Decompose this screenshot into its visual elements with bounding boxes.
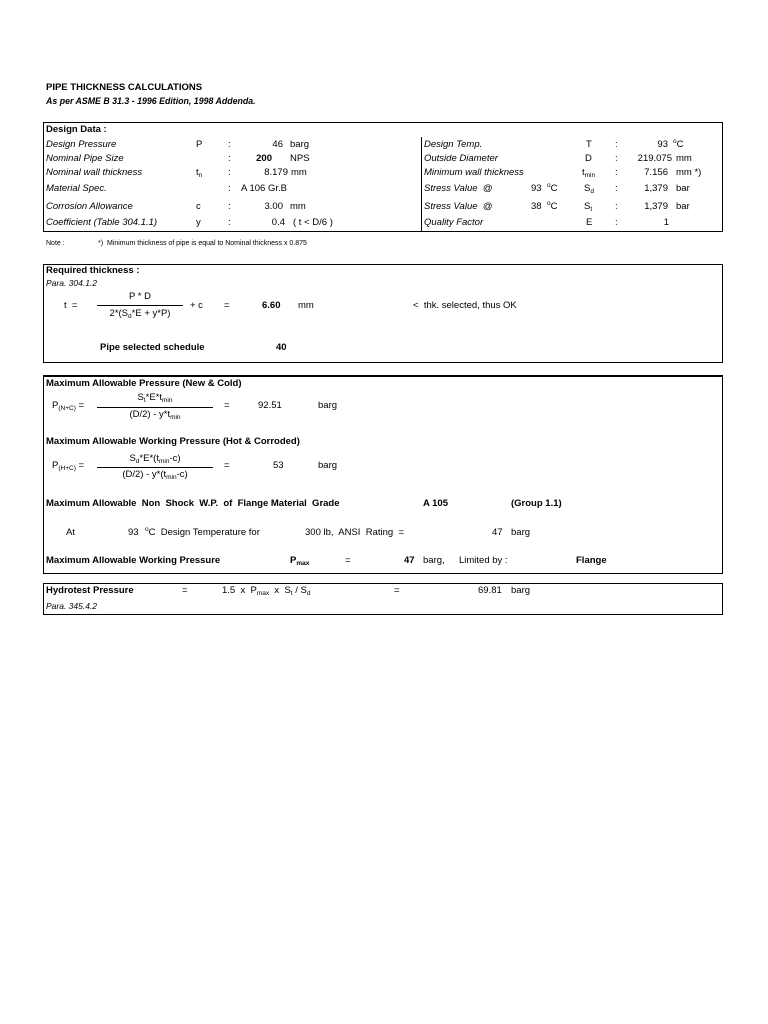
new-cold-value: 92.51 [258, 400, 282, 411]
design-temp-value: 93 [657, 139, 668, 150]
stress-value-test-temp: 38 [531, 201, 542, 212]
minimum-wall-thickness-unit: mm *) [676, 167, 702, 178]
design-pressure-unit: barg [290, 139, 310, 150]
corrosion-allowance-symbol: c [196, 201, 201, 212]
outside-diameter-sep: : [615, 153, 618, 164]
stress-value-design-symbol: $S_d$ [584, 183, 594, 195]
minimum-wall-thickness-label: Minimum wall thickness [424, 167, 524, 178]
required-thickness-fraction-bar [97, 305, 183, 306]
page-subtitle: As per ASME B 31.3 - 1996 Edition, 1998 Addenda. [46, 96, 256, 106]
flange-rating-value: 47 [492, 527, 503, 538]
coefficient-label: Coefficient (Table 304.1.1) [46, 217, 158, 228]
new-cold-denominator: $(D/2) - y*t_{min}$ [129, 409, 181, 421]
new-cold-lhs: $P_{(N+C)}$ = [52, 400, 85, 412]
quality-factor-label: Quality Factor [424, 217, 484, 228]
minimum-wall-thickness-value: 7.156 [644, 167, 668, 178]
nominal-pipe-size-value: 200 [256, 153, 272, 164]
flange-at-label: At [66, 527, 75, 538]
material-spec-sep: : [228, 183, 231, 194]
hydrotest-formula: 1.5 x $P_{max}$ x $S_t / S_d$ [222, 585, 311, 597]
mawp-label: Maximum Allowable Working Pressure [46, 555, 221, 566]
new-cold-fraction-bar [97, 407, 213, 408]
hot-corroded-numerator: $S_d*E*(t_{min}-c)$ [129, 453, 181, 465]
coefficient-symbol: y [196, 217, 201, 228]
hot-corroded-lhs: $P_{(H+C)}$ = [52, 460, 85, 472]
stress-value-design-temp-unit: $^o$C [547, 182, 558, 194]
new-cold-heading: Maximum Allowable Pressure (New & Cold) [46, 378, 242, 389]
design-pressure-sep: : [228, 139, 231, 150]
design-temp-symbol: T [586, 139, 592, 150]
design-data-divider [421, 137, 422, 231]
quality-factor-value: 1 [663, 217, 669, 228]
design-data-heading: Design Data : [46, 124, 107, 135]
nominal-wall-thickness-unit: mm [291, 167, 307, 178]
minimum-wall-thickness-sep: : [615, 167, 618, 178]
minimum-wall-thickness-symbol: $t_{min}$ [582, 167, 596, 179]
hydrotest-unit: barg [511, 585, 531, 596]
pipe-schedule-label: Pipe selected schedule [100, 342, 205, 353]
nominal-pipe-size-sep: : [228, 153, 231, 164]
pipe-schedule-value: 40 [276, 342, 287, 353]
required-thickness-para: Para. 304.1.2 [46, 278, 98, 288]
flange-temp-text: $^o$C Design Temperature for [145, 526, 260, 538]
flange-rating-text: 300 lb, ANSI Rating = [305, 527, 405, 538]
corrosion-allowance-sep: : [228, 201, 231, 212]
outside-diameter-unit: mm [676, 153, 692, 164]
flange-rating-unit: barg [511, 527, 531, 538]
stress-value-design-temp: 93 [531, 183, 542, 194]
hot-corroded-heading: Maximum Allowable Working Pressure (Hot & Corroded) [46, 436, 300, 447]
corrosion-allowance-label: Corrosion Allowance [46, 201, 133, 212]
outside-diameter-value: 219.075 [637, 153, 672, 164]
mawp-unit: barg, [423, 555, 445, 566]
nominal-wall-thickness-value: 8.179 [264, 167, 288, 178]
design-temp-label: Design Temp. [424, 139, 483, 150]
required-thickness-result: 6.60 [262, 300, 281, 311]
new-cold-equals: = [224, 400, 230, 411]
stress-value-design-unit: bar [676, 183, 690, 194]
stress-value-test-label: Stress Value @ [424, 201, 493, 212]
page-title: PIPE THICKNESS CALCULATIONS [46, 82, 203, 93]
hydrotest-label: Hydrotest Pressure [46, 585, 134, 596]
mawp-equals: = [345, 555, 351, 566]
stress-value-test-unit: bar [676, 201, 690, 212]
stress-value-design-value: 1,379 [644, 183, 668, 194]
hot-corroded-fraction-bar [97, 467, 213, 468]
mawp-limited-label: Limited by : [459, 555, 508, 566]
outside-diameter-symbol: D [585, 153, 592, 164]
note-text: *) Minimum thickness of pipe is equal to Nominal thickness x 0.875 [98, 240, 307, 247]
quality-factor-sep: : [615, 217, 618, 228]
hydrotest-box [43, 583, 723, 615]
corrosion-allowance-unit: mm [290, 201, 306, 212]
stress-value-test-temp-unit: $^o$C [547, 200, 558, 212]
hot-corroded-denominator: $(D/2) - y*(t_{min}-c)$ [122, 469, 188, 481]
required-thickness-denominator: $2*(S_d*E + y*P)$ [109, 308, 171, 320]
coefficient-condition: ( t < D/6 ) [293, 217, 333, 228]
material-spec-label: Material Spec. [46, 183, 107, 194]
design-pressure-label: Design Pressure [46, 139, 117, 150]
nominal-wall-thickness-sep: : [228, 167, 231, 178]
hydrotest-equals-result: = [394, 585, 400, 596]
required-thickness-equals: = [224, 300, 230, 311]
hydrotest-equals: = [182, 585, 188, 596]
hot-corroded-unit: barg [318, 460, 338, 471]
required-thickness-heading: Required thickness : [46, 265, 140, 276]
mawp-limited-by: Flange [576, 555, 607, 566]
nominal-wall-thickness-label: Nominal wall thickness [46, 167, 143, 178]
flange-temp: 93 [128, 527, 139, 538]
material-spec-value: A 106 Gr.B [241, 183, 287, 194]
stress-value-design-label: Stress Value @ [424, 183, 493, 194]
required-thickness-plus-c: + c [190, 300, 203, 311]
required-thickness-unit: mm [298, 300, 314, 311]
quality-factor-symbol: E [586, 217, 593, 228]
flange-heading: Maximum Allowable Non Shock W.P. of Flange Material Grade [46, 498, 340, 509]
new-cold-numerator: $S_t*E*t_{min}$ [137, 392, 173, 404]
nominal-wall-thickness-symbol: $t_n$ [196, 167, 203, 179]
stress-value-test-value: 1,379 [644, 201, 668, 212]
nominal-pipe-size-unit: NPS [290, 153, 310, 164]
coefficient-value: 0.4 [271, 217, 285, 228]
new-cold-unit: barg [318, 400, 338, 411]
stress-value-test-sep: : [615, 201, 618, 212]
outside-diameter-label: Outside Diameter [424, 153, 498, 164]
corrosion-allowance-value: 3.00 [264, 201, 283, 212]
required-thickness-check: < thk. selected, thus OK [413, 300, 517, 311]
stress-value-test-symbol: $S_t$ [584, 201, 593, 213]
required-thickness-numerator: P * D [128, 291, 151, 302]
note-label: Note : [46, 240, 65, 247]
flange-group: (Group 1.1) [511, 498, 562, 509]
flange-grade: A 105 [423, 498, 448, 509]
hydrotest-value: 69.81 [478, 585, 502, 596]
hot-corroded-value: 53 [273, 460, 284, 471]
nominal-pipe-size-label: Nominal Pipe Size [46, 153, 124, 164]
design-pressure-value: 46 [272, 139, 283, 150]
hydrotest-para: Para. 345.4.2 [46, 601, 98, 611]
design-temp-unit: $^o$C [673, 138, 684, 150]
mawp-value: 47 [404, 555, 415, 566]
design-pressure-symbol: P [196, 139, 203, 150]
stress-value-design-sep: : [615, 183, 618, 194]
required-thickness-lhs: t = [64, 300, 78, 311]
mawp-symbol: $P_{max}$ [290, 555, 310, 567]
hot-corroded-equals: = [224, 460, 230, 471]
design-temp-sep: : [615, 139, 618, 150]
coefficient-sep: : [228, 217, 231, 228]
